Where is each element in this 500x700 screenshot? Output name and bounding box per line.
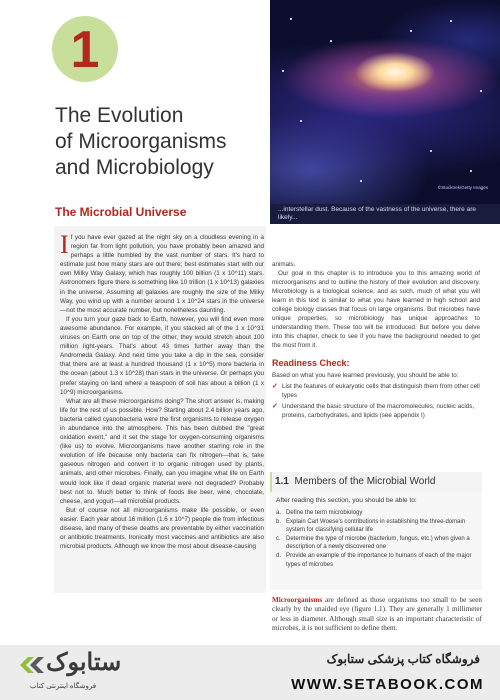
goal-paragraph: Our goal in this chapter is to introduce you to this amazing world of microorganisms and to outline the history of their evolution and discovery. Microbiology is a biological science, and as such, much of what you will learn in this text is similar to what you have learned in high school and college biology classes that focus on large organisms. But microbes have unique properties, so microbiology has unique approaches to understanding them. These too will be introduced. But before you delve into this chapter, check to see if you have the background needed to get the most from it. — [272, 270, 480, 349]
readiness-item-text: Understand the basic structure of the macromolecules, nucleic acids, proteins, carbohydrates, and lipids (see appendix I) — [282, 403, 475, 419]
intro-paragraph: But of course not all microorganisms make life possible, or even easier. Each year about 16 million (1.6 x 10^7) people die from infectious disease, and many of these deaths are preventable by either vaccination or antibiotic treatments. Ironically most vaccines and antibiotics are also microbial products. Although we know the most about disease-causing — [60, 506, 264, 551]
objective-text: Provide an example of the importance to humans of each of the major types of microbes — [286, 552, 472, 568]
intro-paragraph: If you turn your gaze back to Earth, however, you will find even more awesome abundance. For example, if you stacked all of the 1 x 10^31 viruses on Earth one on top of the other, they would stretch about 100 million light-years. That's about 43 times further away than the Andromeda Galaxy. And next time you take a dip in the sea, consider that there are at least a hundred thousand (1 x 10^5) more bacteria in the ocean (about 1.3 x 10^28) than stars in the universe. Or perhaps you prefer staying on land where a teaspoon of soil has about a billion (1 x 10^9) microorganisms. — [60, 315, 264, 396]
drop-cap: I — [60, 230, 69, 259]
objective-text: Define the term microbiology — [286, 510, 363, 516]
readiness-item — [272, 402, 480, 420]
objectives-list — [276, 509, 476, 569]
objective-letter: a. — [276, 510, 282, 516]
definition-text: are defined as those organisms too small to be seen clearly by the unaided eye (figure 1.1). They are generally 1 millimeter or less in diameter. Although small size is an important characteristic of microbes, it is not sufficient to define them. — [272, 596, 482, 633]
lesson-title: Members of the Microbial World — [294, 476, 436, 487]
chapter-title-line: The Evolution — [55, 104, 184, 127]
readiness-heading: Readiness Check: — [272, 358, 350, 368]
definition-paragraph — [272, 596, 482, 634]
checkmark-icon: ✓ — [272, 403, 278, 410]
lesson-number: 1.1 — [275, 476, 289, 487]
objective-item — [276, 552, 476, 569]
intro-paragraph — [60, 230, 264, 315]
chapter-title — [55, 103, 255, 181]
continuation-text: animals. — [272, 261, 296, 268]
readiness-item-text: List the features of eukaryotic cells that distinguish them from other cell types — [282, 383, 480, 399]
setabook-logo-icon — [18, 654, 46, 676]
objective-text: Determine the type of microbe (bacterium, fungus, etc.) when given a description of a newly discovered one — [286, 535, 470, 551]
objective-letter: b. — [276, 518, 282, 525]
objective-item — [276, 535, 476, 552]
objectives-intro: After reading this section, you should be able to: — [276, 497, 417, 504]
store-name: فروشگاه کتاب پزشکی ستابوک — [326, 652, 480, 666]
section-heading: The Microbial Universe — [55, 205, 187, 219]
objective-item — [276, 509, 476, 518]
intro-paragraph-text: f you have ever gazed at the night sky on a cloudless evening in a region far from light pollution, you have probably been amazed and perhaps a little humbled by the vast number of stars. It's hard to estimate just how many stars are out there; best estimates start with our own Milky Way Galaxy, which has roughly 100 billion (1 x 10^11) stars. Astronomers figure there is something like 10 trillion (1 x 10^13) galaxies in the universe. Assuming all galaxies are roughly the size of the Milky Way, you wind up with a number around 1 x 10^24 stars in the universe—not the most accurate number, but nonetheless daunting. — [60, 234, 264, 314]
galaxy-photo — [270, 0, 500, 204]
intro-paragraph: What are all these microorganisms doing? The short answer is, making life for the rest of us possible. How? Starting about 2.4 billion years ago, bacteria called cyanobacteria were the first organisms to release oxygen in abundance into the atmosphere. This has been dubbed the "great oxidation event," and it set the stage for oxygen-consuming organisms (like us) to evolve. Microorganisms have another starring role in the evolution of life because only bacteria can fix nitrogen—that is, take gaseous nitrogen and convert it to organic nitrogen used by plants, animals, and other microbes. Finally, can you imagine what life on Earth would look like if dead organic material were not degraded? Probably best not to. Much better to think of foods like beer, wine, chocolate, cheese, and yogurt—all microbial products. — [60, 397, 264, 505]
chapter-title-line: and Microbiology — [55, 156, 214, 179]
checkmark-icon: ✓ — [272, 383, 278, 390]
objective-letter: c. — [276, 535, 281, 542]
image-credit: ©Stocktrek/Getty Images — [437, 185, 488, 190]
objective-item — [276, 518, 476, 535]
store-url[interactable]: WWW.SETABOOK.COM — [291, 676, 484, 693]
objective-letter: d. — [276, 552, 282, 559]
lesson-heading — [275, 476, 435, 487]
objective-text: Explain Carl Woese's contributions in establishing the three-domain system for classifying cellular life — [286, 518, 466, 534]
image-caption: ...interstellar dust. Because of the vastness of the universe, there are likely... — [270, 204, 500, 224]
chapter-number: 1 — [70, 21, 100, 79]
definition-term: Microorganisms — [272, 596, 323, 604]
chapter-title-line: of Microorganisms — [55, 130, 227, 153]
setabook-logo-text: ستابوک — [46, 649, 122, 676]
setabook-logo-subtitle: فروشگاه اینترنتی کتاب — [30, 683, 97, 690]
readiness-intro: Based on what you have learned previously, you should be able to: — [272, 372, 459, 379]
intro-text — [60, 230, 264, 551]
right-column — [272, 260, 480, 420]
readiness-item — [272, 382, 480, 400]
